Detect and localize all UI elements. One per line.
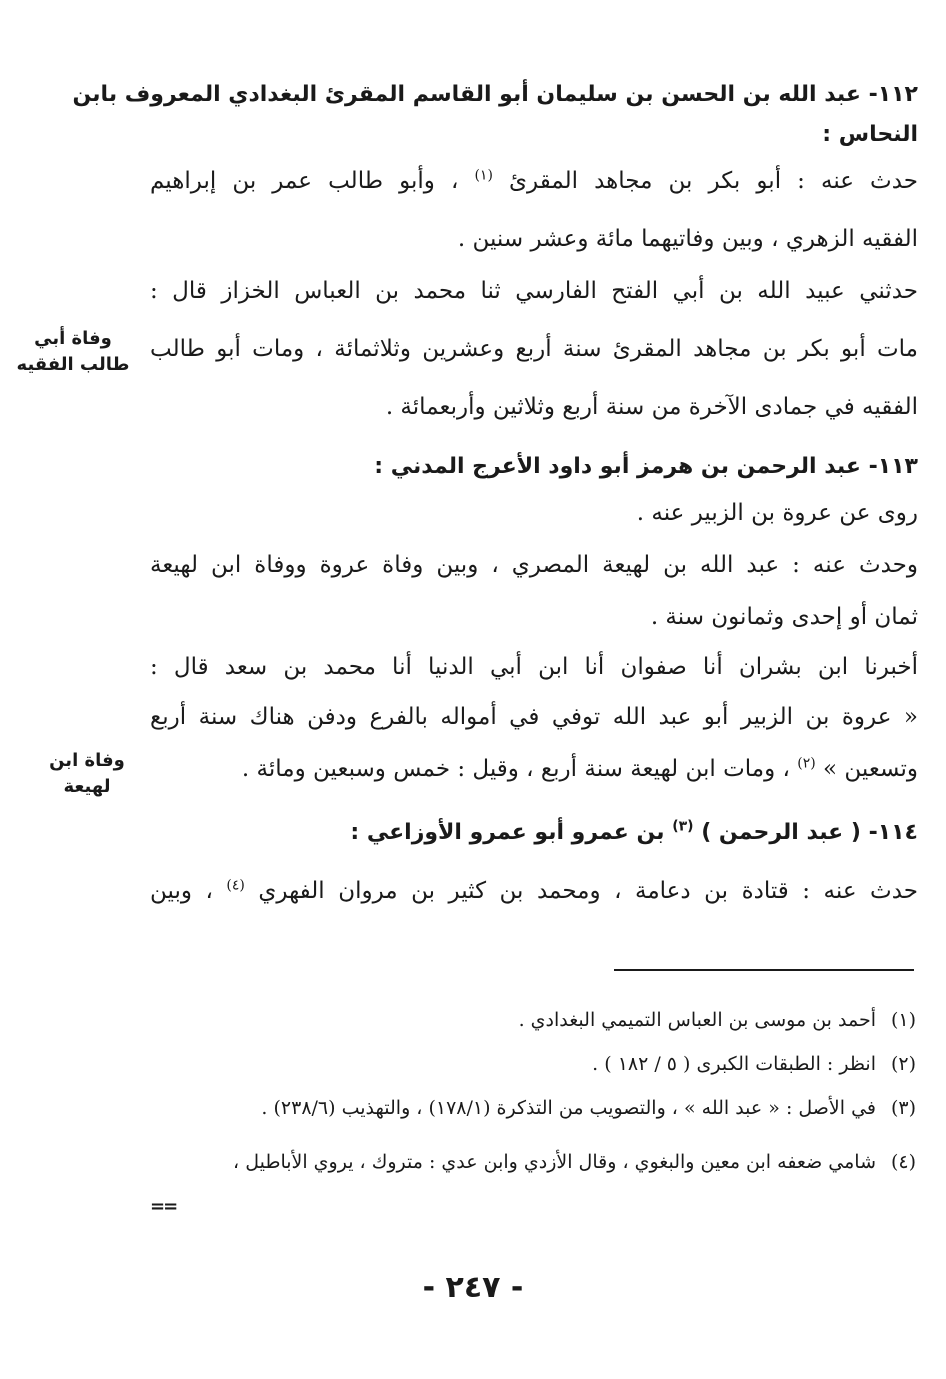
entry-112-p2-line2: مات أبو بكر بن مجاهد المقرئ سنة أربع وعشرين وثلاثمائة ، ومات أبو طالب (150, 336, 918, 362)
footnote-ref-2: (٢) (797, 755, 816, 772)
entry-114-p1-text-b: ، وبين (150, 878, 227, 904)
entry-112-p1-line1 (150, 164, 918, 198)
footnote-4-number: (٤) (890, 1151, 916, 1173)
entry-113-p2-line2: ثمان أو إحدى وثمانون سنة . (650, 604, 918, 630)
footnote-3 (136, 1094, 916, 1122)
entry-113-p3-line2: « عروة بن الزبير أبو عبد الله توفي في أمواله بالفرع ودفن هناك سنة أربع (150, 704, 918, 730)
page-number: - ٢٤٧ - (422, 1270, 524, 1305)
entry-114-heading-b: بن عمرو أبو عمرو الأوزاعي : (350, 820, 673, 845)
entry-114-heading (150, 816, 918, 850)
entry-112-heading-line2: النحاس : (822, 122, 918, 147)
entry-114-heading-a: ١١٤- ( عبد الرحمن ) (701, 820, 918, 845)
entry-112-p2-line1: حدثني عبيد الله بن أبي الفتح الفارسي ثنا محمد بن العباس الخزاز قال : (150, 278, 918, 304)
entry-113-p3-line3 (150, 752, 918, 786)
entry-114-p1 (150, 874, 918, 908)
entry-112-p2-line3: الفقيه في جمادى الآخرة من سنة أربع وثلاثين وأربعمائة . (385, 394, 918, 420)
footnote-ref-3: (٣) (672, 818, 694, 835)
entry-112-p1-text-a: حدث عنه : أبو بكر بن مجاهد المقرئ (509, 168, 918, 194)
entry-113-p1: روى عن عروة بن الزبير عنه . (636, 500, 918, 526)
footnote-1-text: أحمد بن موسى بن العباس التميمي البغدادي . (518, 1009, 876, 1031)
footnote-3-text: في الأصل : « عبد الله » ، والتصويب من التذكرة (١٧٨/١) ، والتهذيب (٢٣٨/٦) . (261, 1097, 876, 1119)
margin-note-1-line1: وفاة أبي (34, 328, 112, 349)
footnote-4 (136, 1148, 916, 1176)
footnote-ref-1: (١) (474, 167, 493, 184)
footnote-4-text: شامي ضعفه ابن معين والبغوي ، وقال الأزدي وابن عدي : متروك ، يروي الأباطيل ، (233, 1151, 876, 1173)
entry-113-p2-line1: وحدث عنه : عبد الله بن لهيعة المصري ، وبين وفاة عروة ووفاة ابن لهيعة (150, 552, 918, 578)
margin-note-death-abu-talib (14, 326, 132, 378)
footnote-2-text: انظر : الطبقات الكبرى ( ٥ / ١٨٢ ) . (592, 1053, 876, 1075)
entry-112-heading-line1: ١١٢- عبد الله بن الحسن بن سليمان أبو القاسم المقرئ البغدادي المعروف بابن (72, 82, 918, 107)
margin-note-1-line2: طالب الفقيه (16, 354, 130, 375)
entry-113-p3-text-a: وتسعين » (823, 756, 918, 782)
footnote-1-number: (١) (890, 1009, 916, 1031)
footnote-1 (136, 1006, 916, 1034)
entry-113-heading: ١١٣- عبد الرحمن بن هرمز أبو داود الأعرج المدني : (374, 454, 918, 479)
footnote-separator (614, 969, 914, 971)
footnote-2-number: (٢) (890, 1053, 916, 1075)
entry-112-p1-text-b: ، وأبو طالب عمر بن إبراهيم (150, 168, 475, 194)
margin-note-death-ibn-lahia (28, 748, 146, 800)
entry-112-p1-line2: الفقيه الزهري ، وبين وفاتيهما مائة وعشر سنين . (457, 226, 918, 252)
continuation-mark: == (150, 1196, 177, 1217)
entry-113-p3-line1: أخبرنا ابن بشران أنا صفوان أنا ابن أبي الدنيا أنا محمد بن سعد قال : (150, 654, 918, 680)
entry-114-p1-text-a: حدث عنه : قتادة بن دعامة ، ومحمد بن كثير بن مروان الفهري (258, 878, 918, 904)
margin-note-2-line2: لهيعة (63, 776, 111, 797)
footnote-3-number: (٣) (890, 1097, 916, 1119)
footnote-ref-4: (٤) (226, 877, 245, 894)
margin-note-2-line1: وفاة ابن (49, 750, 125, 771)
entry-113-p3-text-b: ، ومات ابن لهيعة سنة أربع ، وقيل : خمس وسبعين ومائة . (241, 756, 798, 782)
footnote-2 (136, 1050, 916, 1078)
